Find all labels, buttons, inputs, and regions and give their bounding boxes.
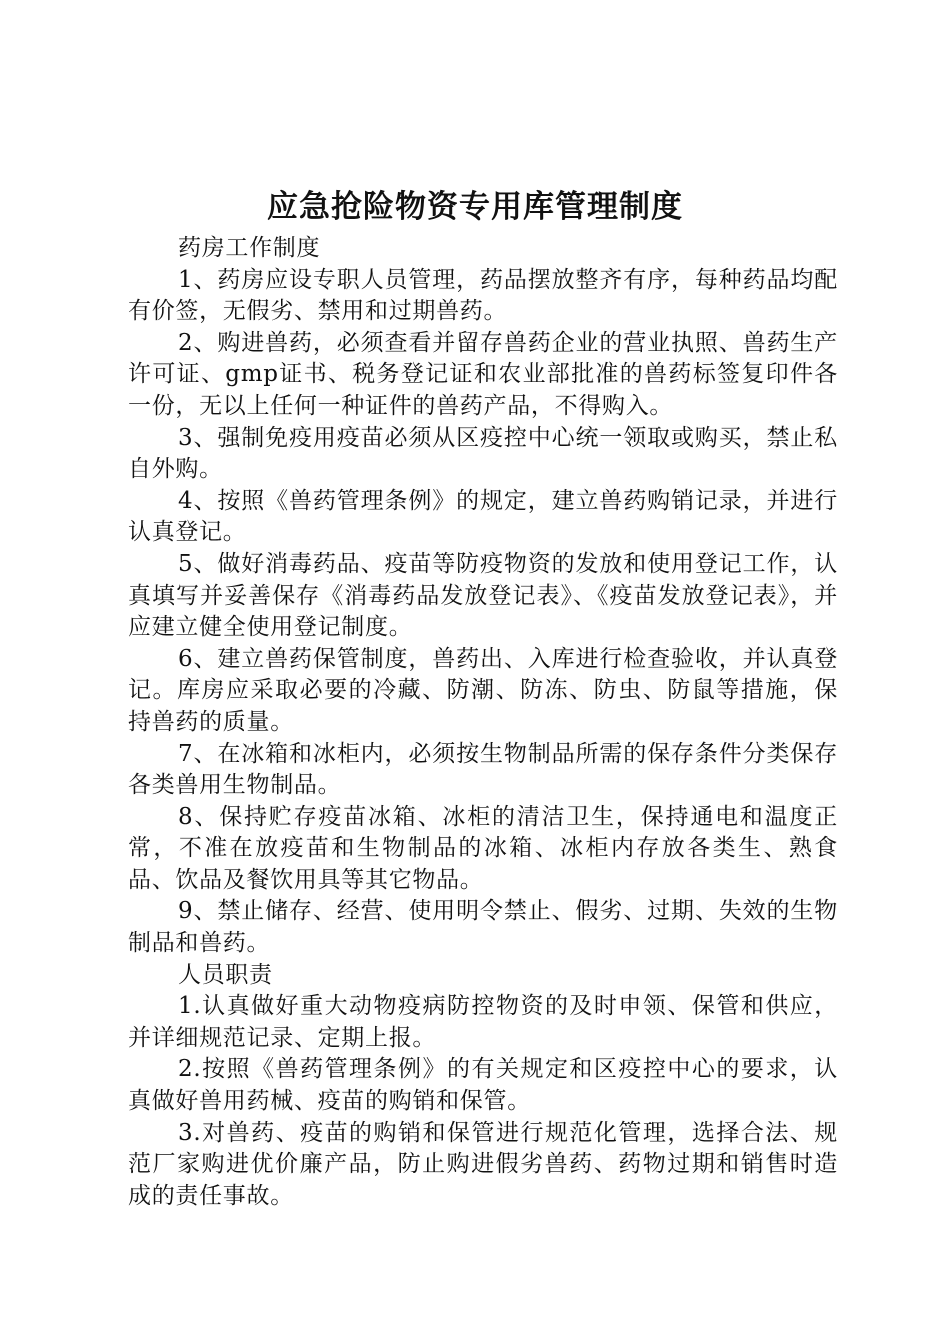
paragraph-rule-3: 3、强制免疫用疫苗必须从区疫控中心统一领取或购买，禁止私自外购。 [128, 424, 838, 483]
paragraph-duty-2: 2.按照《兽药管理条例》的有关规定和区疫控中心的要求，认真做好兽用药械、疫苗的购销和保管。 [128, 1056, 838, 1115]
paragraph-duty-1: 1.认真做好重大动物疫病防控物资的及时申领、保管和供应，并详细规范记录、定期上报。 [128, 993, 838, 1051]
section-heading-staff-duties: 人员职责 [178, 961, 273, 988]
paragraph-rule-8: 8、保持贮存疫苗冰箱、冰柜的清洁卫生，保持通电和温度正常，不准在放疫苗和生物制品的冰箱、冰柜内存放各类生、熟食品、饮品及餐饮用具等其它物品。 [128, 803, 838, 893]
section-heading-pharmacy-rules: 药房工作制度 [178, 235, 321, 261]
paragraph-rule-9: 9、禁止储存、经营、使用明令禁止、假劣、过期、失效的生物制品和兽药。 [128, 898, 838, 957]
paragraph-duty-3: 3.对兽药、疫苗的购销和保管进行规范化管理，选择合法、规范厂家购进优价廉产品，防止购进假劣兽药、药物过期和销售时造成的责任事故。 [128, 1119, 838, 1209]
paragraph-rule-7: 7、在冰箱和冰柜内，必须按生物制品所需的保存条件分类保存各类兽用生物制品。 [128, 740, 838, 799]
document-body [128, 233, 838, 1212]
paragraph-rule-5: 5、做好消毒药品、疫苗等防疫物资的发放和使用登记工作，认真填写并妥善保存《消毒药品发放登记表》、《疫苗发放登记表》，并应建立健全使用登记制度。 [128, 550, 838, 641]
paragraph-rule-4: 4、按照《兽药管理条例》的规定，建立兽药购销记录，并进行认真登记。 [128, 487, 838, 546]
paragraph-rule-1: 1、药房应设专职人员管理，药品摆放整齐有序，每种药品均配有价签，无假劣、禁用和过期兽药。 [128, 266, 838, 325]
paragraph-rule-2: 2、购进兽药，必须查看并留存兽药企业的营业执照、兽药生产许可证、gmp证书、税务登记证和农业部批准的兽药标签复印件各一份，无以上任何一种证件的兽药产品，不得购入。 [128, 329, 838, 419]
paragraph-rule-6: 6、建立兽药保管制度，兽药出、入库进行检查验收，并认真登记。库房应采取必要的冷藏、防潮、防冻、防虫、防鼠等措施，保持兽药的质量。 [128, 645, 838, 735]
document-title: 应急抢险物资专用库管理制度 [267, 189, 683, 225]
